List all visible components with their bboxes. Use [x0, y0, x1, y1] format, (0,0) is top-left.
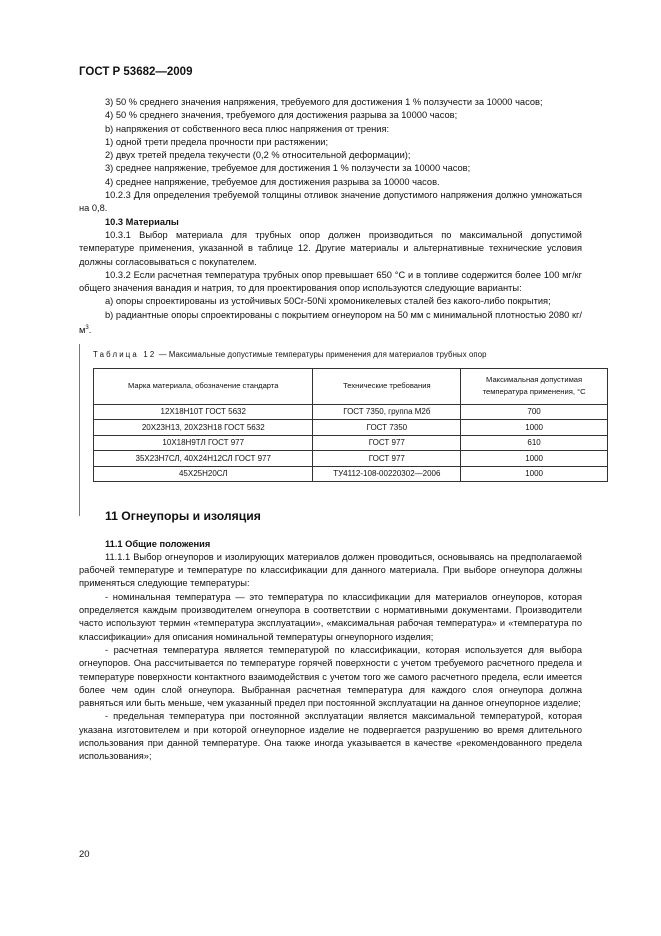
table-cell: ГОСТ 7350, группа М2б: [313, 404, 461, 420]
table-header-cell: Марка материала, обозначение стандарта: [94, 368, 313, 404]
table-header-cell: Технические требования: [313, 368, 461, 404]
section-10-3-heading: 10.3 Материалы: [105, 216, 179, 227]
list-item: - номинальная температура — это температура по классификации для материалов огнеупоров, которая определяется каждым производителем огнеупора в соответствии с нормативными документами. Производители часто используют термин «температура эксплуатации», «максимальная рабочая температура» и «температура по классификации» для описания номинальной температуры огнеупорного изделия;: [79, 591, 582, 642]
option-a: a) опоры спроектированы из устойчивых 50Cr-50Ni хромоникелевых сталей без какого-либо покрытия;: [105, 296, 551, 307]
table-cell: 1000: [461, 451, 608, 467]
list-item: - предельная температура при постоянной эксплуатации является максимальной температурой, которая указана изготовителем и при которой огнеупорное изделие не подвергается разрушению во время длительного использования при данной температуре. Она также иногда указывается в качестве «рекомендованного предела использования»;: [79, 711, 582, 762]
materials-table: [93, 368, 608, 483]
table-cell: 35Х23Н7СЛ, 40Х24Н12СЛ ГОСТ 977: [94, 451, 313, 467]
table-cell: ТУ4112-108-00220302—2006: [313, 466, 461, 482]
table-cell: ГОСТ 7350: [313, 420, 461, 436]
option-b: [79, 309, 582, 338]
list-item: 4) среднее напряжение, требуемое для достижения разрыва за 10000 часов.: [105, 176, 440, 187]
option-b-sup: 3: [85, 325, 89, 332]
table-caption: [79, 348, 582, 361]
clause-10-2-3: 10.2.3 Для определения требуемой толщины отливок значение допустимого напряжения должно умножаться на 0,8.: [79, 190, 582, 214]
table-cell: 700: [461, 404, 608, 420]
section-11-heading: 11 Огнеупоры и изоляция: [105, 509, 261, 524]
document-header: ГОСТ Р 53682—2009: [79, 66, 193, 78]
table-cell: 1000: [461, 466, 608, 482]
table-header-row: [94, 368, 608, 404]
table-cell: 10Х18Н9ТЛ ГОСТ 977: [94, 435, 313, 451]
list-item: 3) 50 % среднего значения напряжения, требуемого для достижения 1 % ползучести за 10000 часов;: [105, 97, 543, 107]
change-bar: [79, 344, 80, 516]
table-row: [94, 420, 608, 436]
list-item: b) напряжения от собственного веса плюс напряжения от трения:: [105, 123, 390, 134]
table-caption-label: Таблица 12: [93, 350, 157, 360]
table-cell: 610: [461, 435, 608, 451]
table-cell: 12Х18Н10Т ГОСТ 5632: [94, 404, 313, 420]
list-item: 4) 50 % среднего значения, требуемого для достижения разрыва за 10000 часов;: [105, 110, 458, 121]
table-cell: 20Х23Н13, 20Х23Н18 ГОСТ 5632: [94, 420, 313, 436]
table-row: [94, 404, 608, 420]
table-wrapper: [79, 368, 586, 483]
table-cell: ГОСТ 977: [313, 435, 461, 451]
page-number: 20: [79, 849, 90, 860]
clause-10-3-1: 10.3.1 Выбор материала для трубных опор должен производиться по максимальной допустимой температуре применения, указанной в таблице 12. Другие материалы и альтернативные технические условия должны согласовываться с покупателем.: [79, 229, 582, 267]
table-row: [94, 466, 608, 482]
option-b-end: .: [88, 325, 92, 336]
table-cell: ГОСТ 977: [313, 451, 461, 467]
table-caption-text: — Максимальные допустимые температуры применения для материалов трубных опор: [156, 350, 487, 360]
clause-10-3-2: 10.3.2 Если расчетная температура трубных опор превышает 650 °С и в топливе содержится более 100 мг/кг общего значения ванадия и натрия, то для проектирования опор используются следующие варианты:: [79, 269, 582, 294]
table-cell: 1000: [461, 420, 608, 436]
table-row: [94, 451, 608, 467]
section-11-1-heading: 11.1 Общие положения: [105, 538, 211, 549]
table-header-cell: Максимальная допустимая температура применения, °С: [461, 368, 608, 404]
table-cell: 45Х25Н20СЛ: [94, 466, 313, 482]
clause-11-1-1: 11.1.1 Выбор огнеупоров и изолирующих материалов должен проводиться, основываясь на предполагаемой рабочей температуре и температуре по классификации для данного материала. При выборе огнеупора должны применяться следующие температуры:: [79, 551, 582, 589]
list-item: 3) среднее напряжение, требуемое для достижения 1 % ползучести за 10000 часов;: [105, 163, 471, 174]
page-body: [79, 96, 586, 764]
list-item: - расчетная температура является температурой по классификации, которая используется для выбора огнеупоров. Она рассчитывается по температуре горячей поверхности с учетом требуемого расчетного предела и температуре поверхности контактного взаимодействия с учетом того же самого расчетного предела, если имеется более чем один слой огнеупора. Выбранная расчетная температура для каждого слоя огнеупора должна равняться или быть меньше, чем указанный предел при постоянной эксплуатации на данное огнеупорное изделие;: [79, 644, 582, 709]
list-item: 1) одной трети предела прочности при растяжении;: [105, 136, 329, 147]
table-row: [94, 435, 608, 451]
option-b-text: b) радиантные опоры спроектированы с покрытием огнеупором на 50 мм с минимальной плотностью 2080 кг/м: [79, 309, 582, 336]
list-item: 2) двух третей предела текучести (0,2 % относительной деформации);: [105, 150, 411, 161]
